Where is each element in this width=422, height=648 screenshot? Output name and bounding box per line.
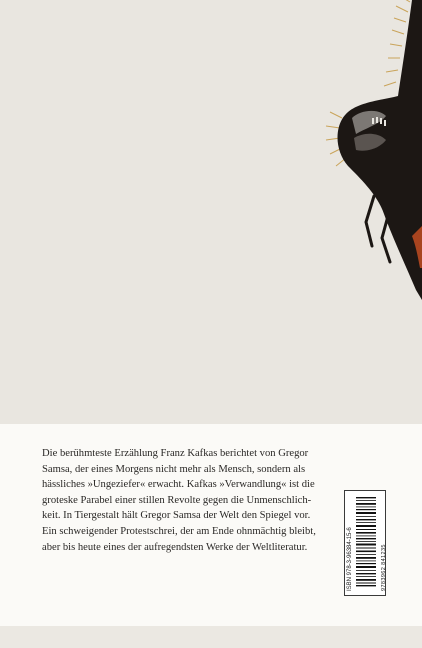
blurb-line: Ein schweigender Protestschrei, der am Ende ohnmächtig bleibt, — [42, 525, 316, 537]
blurb-line: groteske Parabel einer stillen Revolte gegen die Unmenschlich- — [42, 494, 312, 506]
beetle-illustration — [312, 0, 422, 300]
bottom-band — [0, 626, 422, 648]
blurb-line: hässliches »Ungeziefer« erwacht. Kafkas »Verwandlung« ist die — [42, 479, 315, 491]
ean-digits: 9783962 841235 — [381, 544, 387, 591]
blurb-line: keit. In Tiergestalt hält Gregor Samsa der Welt den Spiegel vor. — [42, 510, 311, 522]
isbn-label: ISBN 978-3-96384-15-6 — [347, 527, 353, 591]
blurb-line: aber bis heute eines der aufregendsten Werke der Weltliteratur. — [42, 541, 308, 553]
isbn-barcode — [344, 490, 386, 596]
blurb-line: Die berühmteste Erzählung Franz Kafkas berichtet von Gregor — [42, 448, 309, 459]
book-blurb — [42, 446, 342, 555]
blurb-line: Samsa, der eines Morgens nicht mehr als Mensch, sondern als — [42, 463, 306, 475]
